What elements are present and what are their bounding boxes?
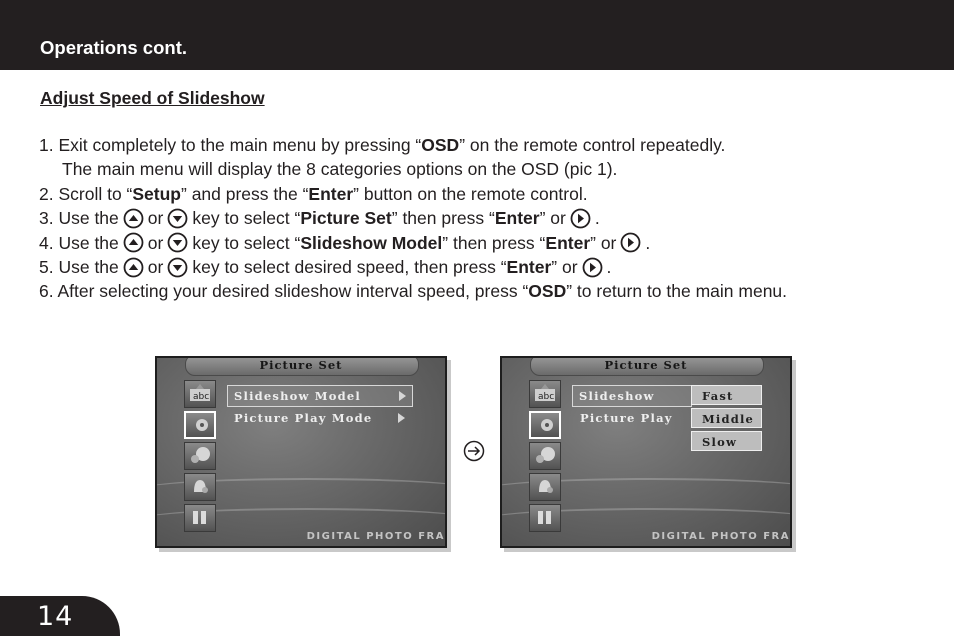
down-arrow-icon: [167, 208, 188, 229]
down-arrow-icon: [167, 232, 188, 253]
osd-brand-text: DIGITAL PHOTO FRA: [306, 531, 445, 542]
right-arrow-icon: [582, 257, 603, 278]
osd-screenshot-slideshow-speed: [500, 356, 792, 548]
pause-icon: [529, 504, 561, 532]
osd-title: Picture Set: [259, 358, 343, 372]
step-1-note: The main menu will display the 8 categories options on the OSD (pic 1).: [62, 159, 618, 180]
down-arrow-icon: [167, 257, 188, 278]
section-title: Adjust Speed of Slideshow: [40, 88, 265, 108]
alarm-bell-icon: [529, 473, 561, 501]
up-arrow-icon: [123, 208, 144, 229]
step-3: 3. Use the or key to select “ Picture Set ” then press “ Enter ” or .: [39, 208, 600, 229]
submenu-arrow-icon: [398, 413, 405, 423]
step-1: 1. Exit completely to the main menu by pressing “ OSD ” on the remote control repeatedly.: [39, 135, 726, 155]
step-5: 5. Use the or key to select desired speed, then press “ Enter ” or .: [39, 256, 612, 277]
osd-brand-text: DIGITAL PHOTO FRA: [651, 531, 790, 542]
menu-item-picture-play-mode[interactable]: Picture Play Mode: [227, 408, 411, 428]
clock-gear-icon: [184, 442, 216, 470]
speed-option-fast[interactable]: Fast: [691, 385, 762, 405]
osd-screenshot-picture-set: [155, 356, 447, 548]
step-4: 4. Use the or key to select “ Slideshow Model ” then press “ Enter ” or .: [39, 232, 651, 253]
speed-option-slow[interactable]: Slow: [691, 431, 762, 451]
page-number: 14: [37, 601, 74, 632]
up-arrow-icon: [123, 257, 144, 278]
menu-item-slideshow-model[interactable]: Slideshow Model: [227, 385, 413, 407]
right-arrow-icon: [570, 208, 591, 229]
settings-gear-icon: [184, 411, 216, 439]
speed-option-middle[interactable]: Middle: [691, 408, 762, 428]
next-screen-icon: [463, 440, 485, 462]
osd-category-icons: [184, 380, 216, 535]
step-6: 6. After selecting your desired slideshow interval speed, press “ OSD ” to return to the main menu.: [39, 281, 788, 302]
submenu-arrow-icon: [399, 391, 406, 401]
language-icon: [529, 380, 561, 408]
instruction-steps: [39, 133, 787, 304]
svg-text:abc: abc: [193, 392, 210, 402]
step-2: 2. Scroll to “ Setup ” and press the “ Enter ” button on the remote control.: [39, 183, 588, 204]
menu-item-slideshow-model[interactable]: Slideshow: [572, 385, 692, 407]
menu-item-picture-play-mode[interactable]: Picture Play: [580, 411, 673, 425]
pause-icon: [184, 504, 216, 532]
osd-category-icons: [529, 380, 561, 535]
language-icon: [184, 380, 216, 408]
header-bar: [0, 0, 954, 70]
osd-title: Picture Set: [604, 358, 688, 372]
header-title: Operations cont.: [40, 37, 187, 58]
settings-gear-icon: [529, 411, 561, 439]
svg-text:abc: abc: [538, 392, 555, 402]
clock-gear-icon: [529, 442, 561, 470]
alarm-bell-icon: [184, 473, 216, 501]
right-arrow-icon: [620, 232, 641, 253]
up-arrow-icon: [123, 232, 144, 253]
